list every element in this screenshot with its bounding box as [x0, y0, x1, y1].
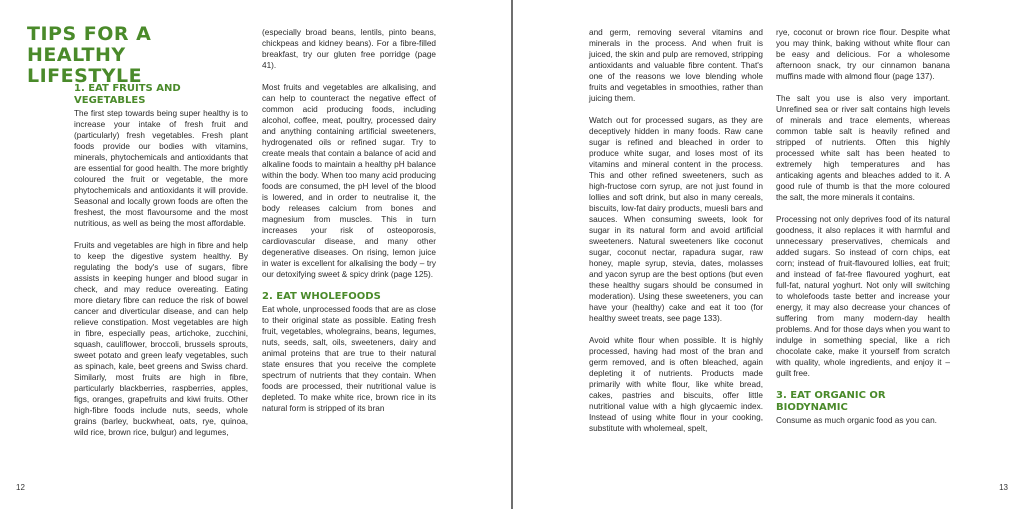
left-page — [0, 0, 511, 509]
page-number-right: 13 — [999, 483, 1008, 492]
section-heading-wholefoods: 2. EAT WHOLEFOODS — [262, 291, 381, 302]
paragraph: The first step towards being super healthy is to increase your intake of fresh fruit and (particularly) fresh vegetables. Fresh plant foods provide our bodies with vitamins, minerals, phytochemicals and antioxidants that are essential for good health. The more brightly coloured the fruit or vegetable, the more phytochemicals and antioxidants it will provide. Seasonal and locally grown foods are often the freshest, the most flavoursome and the most nutritious, as well as being the most affordable. — [74, 109, 248, 228]
paragraph: Consume as much organic food as you can. — [776, 416, 937, 425]
right-column-2 — [776, 27, 950, 437]
section-heading-organic: 3. EAT ORGANIC OR BIODYNAMIC — [776, 390, 886, 413]
paragraph: and germ, removing several vitamins and minerals in the process. And when fruit is juiced, the skin and pulp are removed, stripping antioxidants and valuable fibre content. That's one of the reasons we love blending whole fruits and vegetables in smoothies, rather than juicing them. — [589, 28, 763, 103]
paragraph: Processing not only deprives food of its natural goodness, it also replaces it with harmful and unnecessary preservatives, chemicals and added sugars. So instead of corn chips, eat corn; instead of fruit-flavoured lollies, eat fruit; and instead of fat-free flavoured yoghurt, eat full-fat, natural yoghurt. Not only will switching to wholefoods taste better and increase your energy, it may also decrease your chances of suffering from many modern-day health problems. And for those days when you want to indulge in something special, like a rich chocolate cake, make it yourself from scratch with quality, whole ingredients, and enjoy it – guilt free. — [776, 215, 950, 378]
paragraph: The salt you use is also very important. Unrefined sea or river salt contains high levels of minerals and trace elements, whereas common table salt is heavily refined and stripped of nutrients. Often this highly processed white salt has been heated to extremely high temperatures and has anticaking agents and bleaches added to it. A good rule of thumb is that the more coloured the salt, the more minerals it contains. — [776, 94, 950, 202]
paragraph: Most fruits and vegetables are alkalising, and can help to counteract the negative effect of common acid producing foods, including alcohol, coffee, meat, poultry, processed dairy and anything containing artificial sweeteners, hydrogenated oils or refined sugar. Try to create meals that contain a balance of acid and alkaline foods to maintain a healthy pH balance within the body. When too many acid producing foods are consumed, the pH level of the blood is lowered, and in order to neutralise it, the body releases calcium from bones and magnesium from muscles. This in turn increases your risk of osteoporosis, cardiovascular disease, and many other degenerative diseases. On rising, lemon juice in water is excellent for alkalising the body – try our detoxifying sweet & spicy drink (page 125). — [262, 83, 436, 279]
left-column-1 — [74, 83, 248, 449]
right-column-1 — [589, 27, 763, 445]
left-column-2 — [262, 27, 436, 425]
paragraph: rye, coconut or brown rice flour. Despite what you may think, baking without white flour can be easy and delicious. For a wholesome afternoon snack, try our cinnamon banana muffins made with almond flour (page 137). — [776, 28, 950, 81]
paragraph: Fruits and vegetables are high in fibre and help to keep the digestive system healthy. By regulating the body's use of sugars, fibre assists in keeping hunger and blood sugar in check, and may reduce overeating. Eating more dietary fibre can reduce the risk of bowel cancer and diverticular disease, and can help relieve constipation. Most vegetables are high in fibre, especially peas, artichoke, zucchini, squash, cauliflower, broccoli, brussels sprouts, sweet potato and green leafy vegetables, such as spinach, kale, beet greens and Swiss chard. Similarly, most fruits are high in fibre, particularly blackberries, raspberries, apples, figs, oranges, grapefruits and kiwi fruits. Other high-fibre foods include nuts, seeds, whole grains (barley, buckwheat, oats, rye, quinoa, wild rice, brown rice, bulgur) and legumes, — [74, 241, 248, 437]
right-page — [513, 0, 1024, 509]
paragraph: Watch out for processed sugars, as they are deceptively hidden in many foods. Raw cane sugar is refined and bleached in order to produce white sugar, and loses most of its vitamins and mineral content in the process. This and other refined sweeteners, such as high-fructose corn syrup, are not just found in lollies and soft drink, but also in many cereals, biscuits, low-fat dairy products, muesli bars and sauces. When consuming sweets, look for sugar in its natural form and avoid artificial sweeteners. Natural sweeteners like coconut sugar, coconut nectar, rapadura sugar, raw honey, maple syrup, stevia, dates, molasses and yacon syrup are the best options (but even these healthy sugars should be consumed in moderation). Using these sweeteners, you can have your (healthy) cake and eat it too (for healthy sweet treats, see page 133). — [589, 116, 763, 323]
paragraph: Avoid white flour when possible. It is highly processed, having had most of the bran and germ removed, and is often bleached, again depleting it of nutrients. Products made primarily with white flour, like white bread, cakes, pastries and biscuits, offer little nutritional value with a high glycaemic index. Instead of using white flour in your cooking, substitute with wholemeal, spelt, — [589, 336, 763, 433]
page-title: TIPS FOR A HEALTHY LIFESTYLE — [27, 23, 152, 87]
page-number-left: 12 — [16, 483, 25, 492]
section-heading-fruits-vegetables: 1. EAT FRUITS AND VEGETABLES — [74, 83, 181, 106]
paragraph: Eat whole, unprocessed foods that are as close to their original state as possible. Eating fresh fruit, vegetables, wholegrains, beans, legumes, nuts, seeds, salt, oils, sweeteners, dairy and animal proteins that are true to their natural state ensures that you receive the complete spectrum of nutrients that they contain. When foods are processed, their nutritional value is depleted. To make white rice, brown rice in its natural form is stripped of its bran — [262, 305, 436, 413]
paragraph: (especially broad beans, lentils, pinto beans, chickpeas and kidney beans). For a fibre-filled breakfast, try our gluten free porridge (page 41). — [262, 28, 436, 70]
